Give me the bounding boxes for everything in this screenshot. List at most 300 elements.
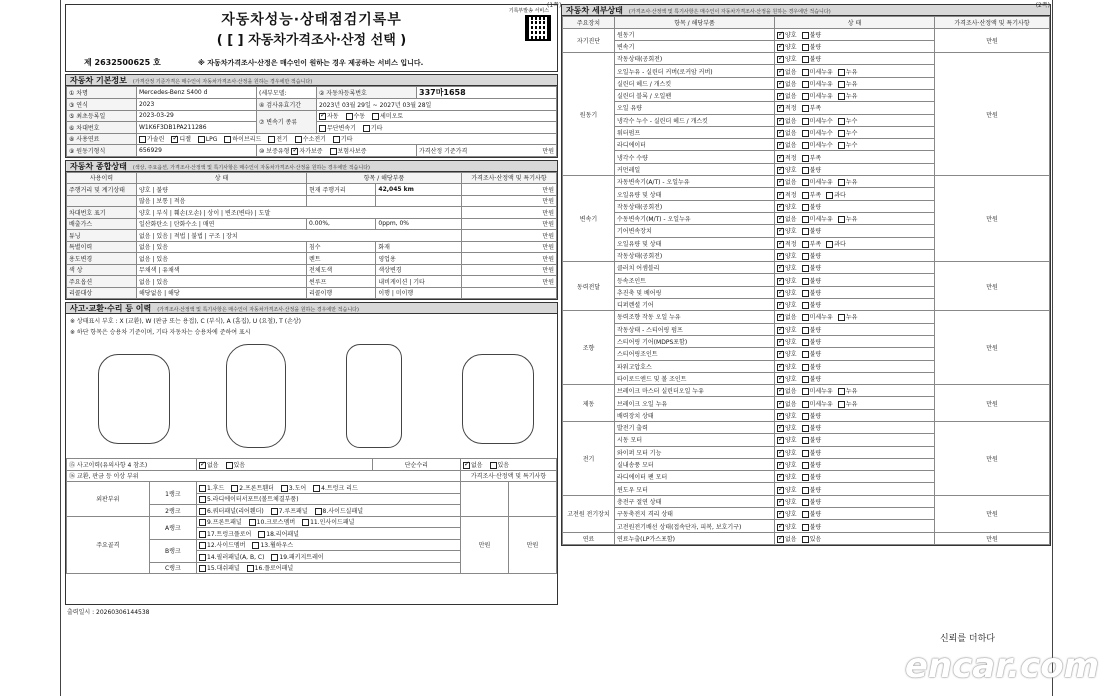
checkbox-icon [802, 216, 809, 223]
title-block [65, 4, 558, 72]
state-option[interactable] [826, 239, 846, 248]
state-option[interactable] [802, 300, 822, 309]
state-option[interactable] [838, 79, 858, 88]
fuel-other[interactable] [333, 134, 353, 143]
accident-yes[interactable] [226, 460, 246, 469]
state-option[interactable] [777, 411, 797, 420]
row-label: 특별이력 [67, 241, 137, 253]
checkbox-icon [777, 241, 784, 248]
state-option[interactable] [802, 190, 822, 199]
checkbox-icon [838, 314, 845, 321]
part-label: 9.프론트패널 [207, 519, 242, 527]
state-option[interactable] [777, 67, 797, 76]
checkbox-icon [199, 565, 206, 572]
state-option[interactable] [802, 153, 822, 162]
table-row [67, 207, 557, 219]
item-label: 타이로드엔드 및 볼 조인트 [615, 372, 775, 384]
state-options [775, 102, 935, 114]
car-name-label: ① 차명 [67, 87, 137, 99]
item-label: 실린더 헤드 / 개스킷 [615, 77, 775, 89]
checkbox-icon [777, 44, 784, 51]
transmission-label: ⑦ 변속기 종류 [257, 110, 317, 133]
checkbox-icon [802, 278, 809, 285]
option-label: 양호 [785, 31, 797, 39]
state-option[interactable] [802, 140, 833, 149]
summary-header [66, 161, 557, 172]
row-item [307, 195, 376, 207]
option-label: 가솔린 [147, 136, 165, 144]
state-option[interactable] [802, 116, 833, 125]
accident-title: 사고·교환·수리 등 이력 [70, 304, 152, 313]
row-label: 주요옵션 [67, 276, 137, 288]
table-row [563, 422, 1050, 434]
checkbox-icon [802, 413, 809, 420]
option-label: 기타 [340, 136, 353, 144]
state-options [775, 212, 935, 224]
state-option[interactable] [802, 337, 822, 346]
state-option[interactable] [777, 472, 797, 481]
checkbox-icon [777, 118, 784, 125]
item-label: 디퍼렌셜 기어 [615, 299, 775, 311]
state-options [775, 225, 935, 237]
state-option[interactable] [802, 349, 822, 358]
state-option[interactable] [777, 325, 797, 334]
option-label: 누유 [845, 400, 858, 408]
option-label: 양호 [785, 363, 797, 371]
state-option[interactable] [802, 54, 822, 63]
section-label: 제동 [563, 385, 615, 422]
option-label: 없음 [785, 130, 797, 138]
col-header: 상 태 [137, 172, 307, 184]
rankB-label: B랭크 [149, 539, 196, 562]
state-options [775, 409, 935, 421]
state-option[interactable] [777, 177, 797, 186]
option-label: 양호 [785, 486, 797, 494]
option-auto[interactable] [319, 111, 339, 120]
state-option[interactable] [777, 54, 797, 63]
option-label: 부족 [809, 105, 822, 113]
table-row [67, 87, 557, 99]
state-options [775, 262, 935, 274]
state-option[interactable] [802, 325, 822, 334]
accident-header [66, 303, 557, 314]
option-label: 없음 [785, 80, 797, 88]
state-option[interactable] [802, 374, 822, 383]
checkbox-icon [295, 136, 302, 143]
option-label: 불량 [809, 302, 822, 310]
fuel-options [137, 133, 557, 145]
row-label: 리콜대상 [67, 287, 137, 299]
state-option[interactable] [802, 423, 822, 432]
section-label: 전기 [563, 422, 615, 496]
row-state: 없음 | 있음 [137, 253, 307, 265]
option-label: 부족 [809, 240, 822, 248]
row-state: 없음 | 있음 | 적법 | 불법 | 구조 | 장치 [137, 230, 462, 242]
option-label: 부족 [809, 191, 822, 199]
checkbox-icon [777, 228, 784, 235]
checkbox-icon [802, 179, 809, 186]
state-option[interactable] [777, 190, 797, 199]
option-label: 양호 [785, 252, 797, 260]
item-label: 워터펌프 [615, 126, 775, 138]
state-option[interactable] [838, 140, 858, 149]
checkbox-icon [777, 425, 784, 432]
state-option[interactable] [777, 276, 797, 285]
state-option[interactable] [802, 485, 822, 494]
part-label: 8.사이드실패널 [322, 507, 364, 515]
qr-code-icon[interactable] [525, 15, 551, 41]
state-option[interactable] [838, 177, 858, 186]
row-state: 없음 | 있음 [137, 241, 307, 253]
option-label: 양호 [785, 277, 797, 285]
repair-none[interactable] [463, 460, 483, 469]
state-option[interactable] [777, 300, 797, 309]
watermark-tagline: 신뢰를 더하다 [939, 634, 995, 644]
item-label: 연료누출(LP가스포함) [615, 532, 775, 544]
checkbox-icon [802, 536, 809, 543]
checkbox-icon [490, 462, 497, 469]
state-option[interactable] [802, 386, 833, 395]
summary-note: (색상, 주요옵션, 가격조사·산정액 및 특기사항은 매수인이 자동차가격조사·산정을 원하는 경우에만 적습니다) [132, 164, 370, 171]
basic-info-title: 자동차 기본정보 [70, 76, 127, 85]
state-option[interactable] [802, 411, 822, 420]
table-row [563, 495, 1050, 507]
state-option[interactable] [802, 522, 822, 531]
option-label: 없음 [785, 142, 797, 150]
state-option[interactable] [777, 103, 797, 112]
checkbox-icon [802, 32, 809, 39]
state-option[interactable] [802, 399, 833, 408]
item-label: 윈도우 모터 [615, 483, 775, 495]
state-option[interactable] [777, 448, 797, 457]
table-row [563, 532, 1050, 544]
checkbox-icon [777, 204, 784, 211]
model-year-label: ③ 연식 [67, 99, 137, 111]
state-option[interactable] [802, 67, 833, 76]
vin-value: W1K6F3DB1PA211286 [137, 122, 257, 134]
state-options [775, 532, 935, 544]
state-option[interactable] [802, 202, 822, 211]
checkbox-icon [198, 136, 205, 143]
state-option[interactable] [838, 312, 858, 321]
state-option[interactable] [838, 128, 858, 137]
checkbox-icon [199, 554, 206, 561]
option-label: 적정 [785, 240, 797, 248]
checkbox-icon [802, 69, 809, 76]
option-label: 불량 [809, 425, 822, 433]
detail-note: (가격조사·산정액 및 특기사항은 매수인이 자동차가격조사·산정을 원하는 경우에만 적습니다) [628, 9, 831, 15]
checkbox-icon [363, 125, 370, 132]
state-option[interactable] [777, 374, 797, 383]
item-label: 충전구 절연 상태 [615, 495, 775, 507]
left-column [65, 4, 558, 618]
fuel-hybrid[interactable] [224, 134, 261, 143]
state-option[interactable] [777, 435, 797, 444]
checkbox-icon [139, 136, 146, 143]
state-option[interactable] [802, 312, 833, 321]
checkbox-icon [463, 462, 470, 469]
table-row [67, 287, 557, 299]
checkbox-icon [802, 44, 809, 51]
option-label: 양호 [785, 326, 797, 334]
option-label: 불량 [809, 339, 822, 347]
state-option[interactable] [802, 103, 822, 112]
state-option[interactable] [802, 91, 833, 100]
warranty-self[interactable] [291, 146, 322, 155]
repair-yes[interactable] [490, 460, 510, 469]
state-option[interactable] [777, 509, 797, 518]
state-option[interactable] [777, 460, 797, 469]
state-option[interactable] [838, 91, 858, 100]
state-option[interactable] [802, 239, 822, 248]
checkbox-icon [802, 487, 809, 494]
option-label: 불량 [809, 326, 822, 334]
row-item [376, 195, 462, 207]
checkbox-icon [777, 314, 784, 321]
state-option[interactable] [777, 116, 797, 125]
option-label: 과다 [834, 191, 846, 199]
option-label: 없음 [785, 117, 797, 125]
checkbox-icon [802, 241, 809, 248]
repair-options [461, 459, 557, 471]
option-label: 세미오토 [380, 113, 404, 121]
state-option[interactable] [802, 276, 822, 285]
checkbox-icon [199, 508, 206, 515]
state-option[interactable] [777, 165, 797, 174]
item-label: 와이퍼 모터 기능 [615, 446, 775, 458]
checkbox-icon [271, 554, 278, 561]
checkbox-icon [838, 388, 845, 395]
checkbox-icon [224, 136, 231, 143]
option-label: 누유 [845, 388, 858, 396]
checkbox-icon [777, 69, 784, 76]
option-label: 불량 [809, 523, 822, 531]
checkbox-icon [372, 113, 379, 120]
state-options [775, 249, 935, 261]
fuel-electric[interactable] [268, 134, 288, 143]
state-option[interactable] [777, 386, 797, 395]
state-option[interactable] [802, 448, 822, 457]
checkbox-icon [777, 536, 784, 543]
row-item: 0ppm, 0% [376, 218, 462, 230]
price-col-label: 가격조사·산정액 및 특기사항 [461, 470, 557, 482]
checkbox-icon [777, 142, 784, 149]
checkbox-icon [802, 474, 809, 481]
state-option[interactable] [802, 165, 822, 174]
state-option[interactable] [802, 128, 833, 137]
checkbox-icon [777, 388, 784, 395]
checkbox-icon [777, 499, 784, 506]
state-option[interactable] [777, 312, 797, 321]
state-option[interactable] [777, 485, 797, 494]
option-label: 양호 [785, 56, 797, 64]
state-option[interactable] [777, 30, 797, 39]
state-option[interactable] [777, 202, 797, 211]
state-option[interactable] [802, 497, 822, 506]
state-option[interactable] [802, 79, 833, 88]
detail-title: 자동차 세부상태 [566, 6, 623, 15]
state-option[interactable] [838, 67, 858, 76]
section-label: 연료 [563, 532, 615, 544]
item-label: 오일 유량 [615, 102, 775, 114]
checkbox-icon [319, 125, 326, 132]
option-label: 누유 [845, 80, 858, 88]
state-options [775, 126, 935, 138]
model-year-value: 2023 [137, 99, 257, 111]
checkbox-icon [777, 290, 784, 297]
table-row [563, 176, 1050, 188]
rank1-label: 1랭크 [149, 482, 196, 505]
section-label: 고전원 전기장치 [563, 495, 615, 532]
state-options [775, 471, 935, 483]
accident-none[interactable] [199, 460, 219, 469]
state-option[interactable] [802, 362, 822, 371]
option-label: 디젤 [179, 136, 191, 144]
checkbox-icon [802, 314, 809, 321]
state-option[interactable] [838, 214, 858, 223]
table-row [67, 230, 557, 242]
state-option[interactable] [802, 214, 833, 223]
state-option[interactable] [777, 79, 797, 88]
state-option[interactable] [777, 423, 797, 432]
col-header: 사용이력 [67, 172, 137, 184]
section-label: 동력전달 [563, 262, 615, 311]
state-option[interactable] [802, 472, 822, 481]
state-option[interactable] [777, 128, 797, 137]
car-side-right-diagram [462, 354, 534, 444]
checkbox-icon [777, 302, 784, 309]
fuel-lpg[interactable] [198, 136, 218, 143]
checkbox-icon [838, 401, 845, 408]
warranty-insurer[interactable] [330, 146, 367, 155]
state-option[interactable] [777, 399, 797, 408]
state-option[interactable] [777, 522, 797, 531]
state-option[interactable] [802, 460, 822, 469]
option-label: 양호 [785, 449, 797, 457]
state-option[interactable] [802, 226, 822, 235]
state-option[interactable] [802, 288, 822, 297]
state-options [775, 323, 935, 335]
state-option[interactable] [838, 386, 858, 395]
state-option[interactable] [777, 91, 797, 100]
state-options [775, 483, 935, 495]
row-label: 튜닝 [67, 230, 137, 242]
car-frame-diagram [346, 344, 402, 448]
item-label: 오일유량 및 상태 [615, 237, 775, 249]
checkbox-icon [802, 327, 809, 334]
item-label: 냉각수 누수 - 실린더 헤드 / 개스킷 [615, 114, 775, 126]
state-option[interactable] [777, 226, 797, 235]
state-option[interactable] [777, 349, 797, 358]
checkbox-icon [777, 253, 784, 260]
item-label: 오일누유 - 실린더 커버(로커암 커버) [615, 65, 775, 77]
state-option[interactable] [838, 116, 858, 125]
state-option[interactable] [802, 177, 833, 186]
option-label: 불량 [809, 363, 822, 371]
part-label: 17.트렁크플로어 [207, 530, 252, 538]
option-label: 양호 [785, 437, 797, 445]
row-state: 양호 | 불량 [137, 184, 307, 196]
state-option[interactable] [777, 288, 797, 297]
checkbox-icon [346, 113, 353, 120]
option-label: 양호 [785, 375, 797, 383]
option-cvt[interactable] [319, 123, 356, 132]
row-state: 없음 | 있음 [137, 276, 307, 288]
option-label: 양호 [785, 43, 797, 51]
unit-label: 만원 [462, 195, 557, 207]
fuel-hydrogen[interactable] [295, 134, 326, 143]
checkbox-icon [777, 450, 784, 457]
state-option[interactable] [802, 251, 822, 260]
option-label: 양호 [785, 412, 797, 420]
first-reg-value: 2023-03-29 [137, 110, 257, 122]
checkbox-icon [258, 531, 265, 538]
option-semi-auto[interactable] [372, 111, 403, 120]
state-option[interactable] [777, 140, 797, 149]
state-options [775, 237, 935, 249]
doc-title: 자동차성능·상태점검기록부 [221, 12, 402, 28]
item-label: 배력장치 상태 [615, 409, 775, 421]
option-label: 보험사보증 [337, 147, 367, 155]
state-option[interactable] [777, 153, 797, 162]
checkbox-icon [802, 81, 809, 88]
state-option[interactable] [802, 534, 822, 543]
option-label: 양호 [785, 302, 797, 310]
left-margin [0, 0, 60, 696]
state-option[interactable] [777, 251, 797, 260]
state-option[interactable] [777, 214, 797, 223]
option-manual[interactable] [346, 111, 366, 120]
state-option[interactable] [777, 42, 797, 51]
state-options [775, 200, 935, 212]
option-label: 미세누유 [809, 68, 833, 76]
state-option[interactable] [802, 509, 822, 518]
state-options [775, 77, 935, 89]
option-other[interactable] [363, 123, 383, 132]
state-option[interactable] [826, 190, 846, 199]
item-label: 등속조인트 [615, 274, 775, 286]
unit-label: 만원 [509, 516, 557, 574]
state-option[interactable] [802, 42, 822, 51]
state-option[interactable] [777, 534, 797, 543]
fuel-gasoline[interactable] [139, 134, 164, 143]
state-options [775, 40, 935, 52]
state-option[interactable] [777, 239, 797, 248]
checkbox-icon [838, 179, 845, 186]
checkbox-icon [802, 376, 809, 383]
state-option[interactable] [802, 263, 822, 272]
unit-label: 만원 [462, 184, 557, 196]
state-option[interactable] [777, 497, 797, 506]
checkbox-icon [777, 351, 784, 358]
state-option[interactable] [838, 399, 858, 408]
checkbox-icon [271, 508, 278, 515]
option-label: 양호 [785, 289, 797, 297]
state-option[interactable] [777, 263, 797, 272]
fuel-diesel[interactable] [171, 134, 191, 143]
checkbox-icon [313, 485, 320, 492]
item-label: 시동 모터 [615, 434, 775, 446]
state-option[interactable] [802, 30, 822, 39]
state-option[interactable] [777, 362, 797, 371]
unit-label [462, 287, 557, 299]
state-option[interactable] [777, 337, 797, 346]
checkbox-icon [199, 496, 206, 503]
item-label: 냉각수 수량 [615, 151, 775, 163]
col-header: 주요장치 [563, 17, 615, 29]
state-option[interactable] [802, 435, 822, 444]
unit-label: 만원 [935, 176, 1050, 262]
